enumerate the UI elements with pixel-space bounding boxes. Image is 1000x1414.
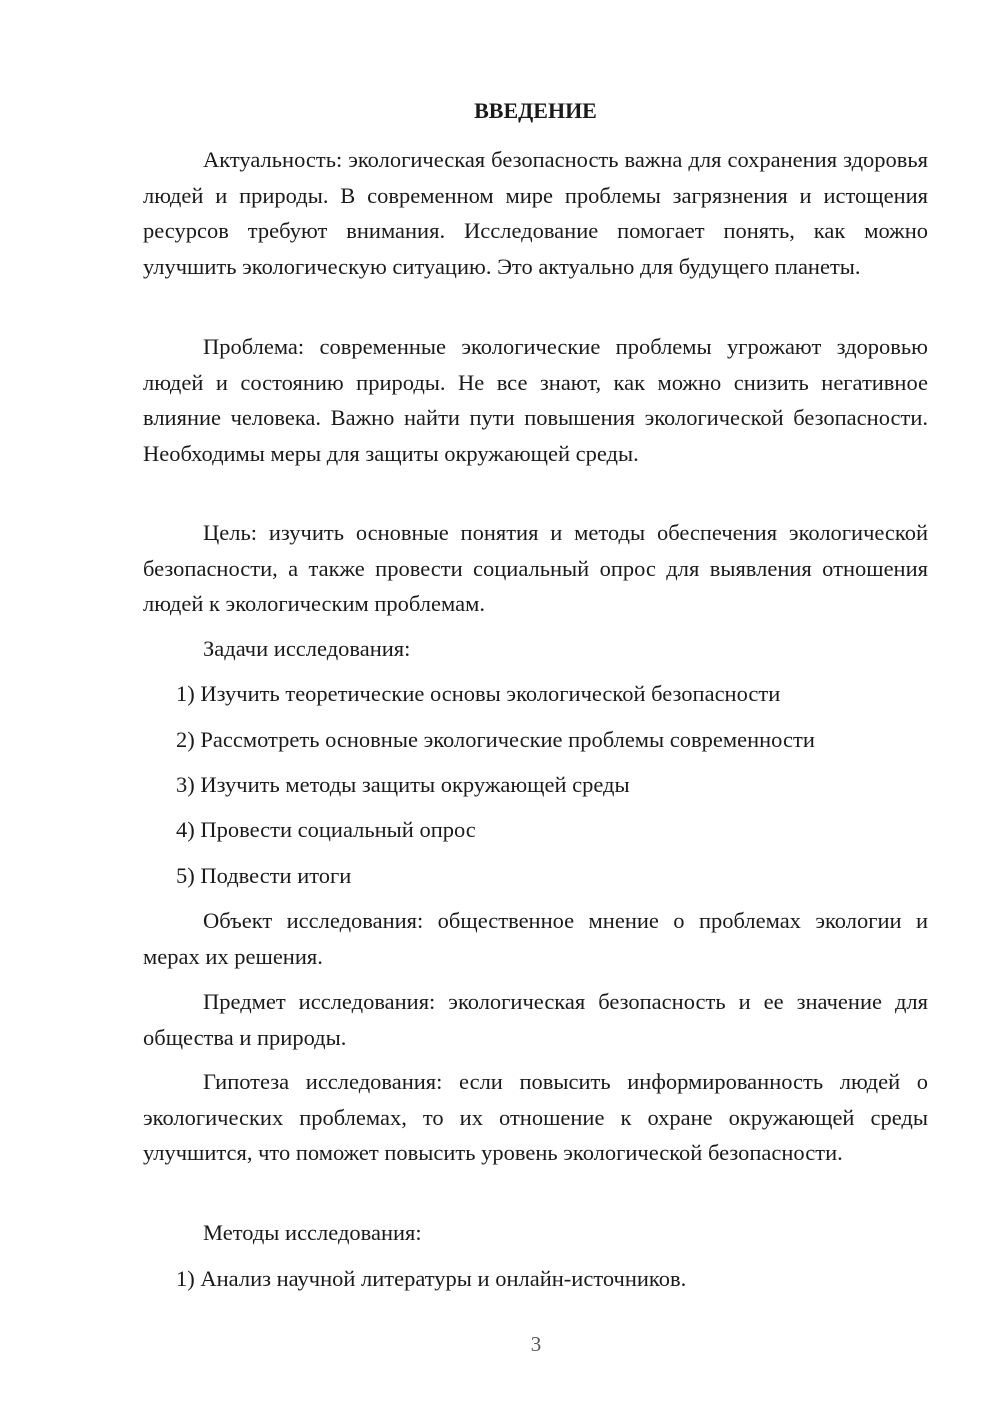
task-item: 5) Подвести итоги [176,863,352,888]
method-item: 1) Анализ научной литературы и онлайн-источников. [176,1266,687,1291]
task-item: 3) Изучить методы защиты окружающей среды [176,772,630,797]
methods-label: Методы исследования: [203,1220,422,1245]
subject-paragraph: Предмет исследования: экологическая безопасность и ее значение для общества и природы. [143,989,928,1050]
problem-paragraph: Проблема: современные экологические проблемы угрожают здоровью людей и состоянию природы. Не все знают, как можно снизить негативное влияние человека. Важно найти пути повышения экологической безопасности. Необходимы меры для защиты окружающей среды. [143,334,928,466]
task-item: 1) Изучить теоретические основы экологической безопасности [176,681,781,706]
object-paragraph: Объект исследования: общественное мнение о проблемах экологии и мерах их решения. [143,908,928,969]
goal-paragraph: Цель: изучить основные понятия и методы обеспечения экологической безопасности, а также провести социальный опрос для выявления отношения людей к экологическим проблемам. [143,520,928,616]
page-number: 3 [530,1332,542,1356]
task-item: 4) Провести социальный опрос [176,817,476,842]
hypothesis-paragraph: Гипотеза исследования: если повысить информированность людей о экологических проблемах, то их отношение к охране окружающей среды улучшится, что поможет повысить уровень экологической безопасности. [143,1069,928,1165]
relevance-paragraph: Актуальность: экологическая безопасность важна для сохранения здоровья людей и природы. В современном мире проблемы загрязнения и истощения ресурсов требуют внимания. Исследование помогает понять, как можно улучшить экологическую ситуацию. Это актуально для будущего планеты. [143,147,928,279]
section-heading: ВВЕДЕНИЕ [474,98,597,123]
task-item: 2) Рассмотреть основные экологические проблемы современности [176,727,815,752]
tasks-label: Задачи исследования: [203,636,411,661]
